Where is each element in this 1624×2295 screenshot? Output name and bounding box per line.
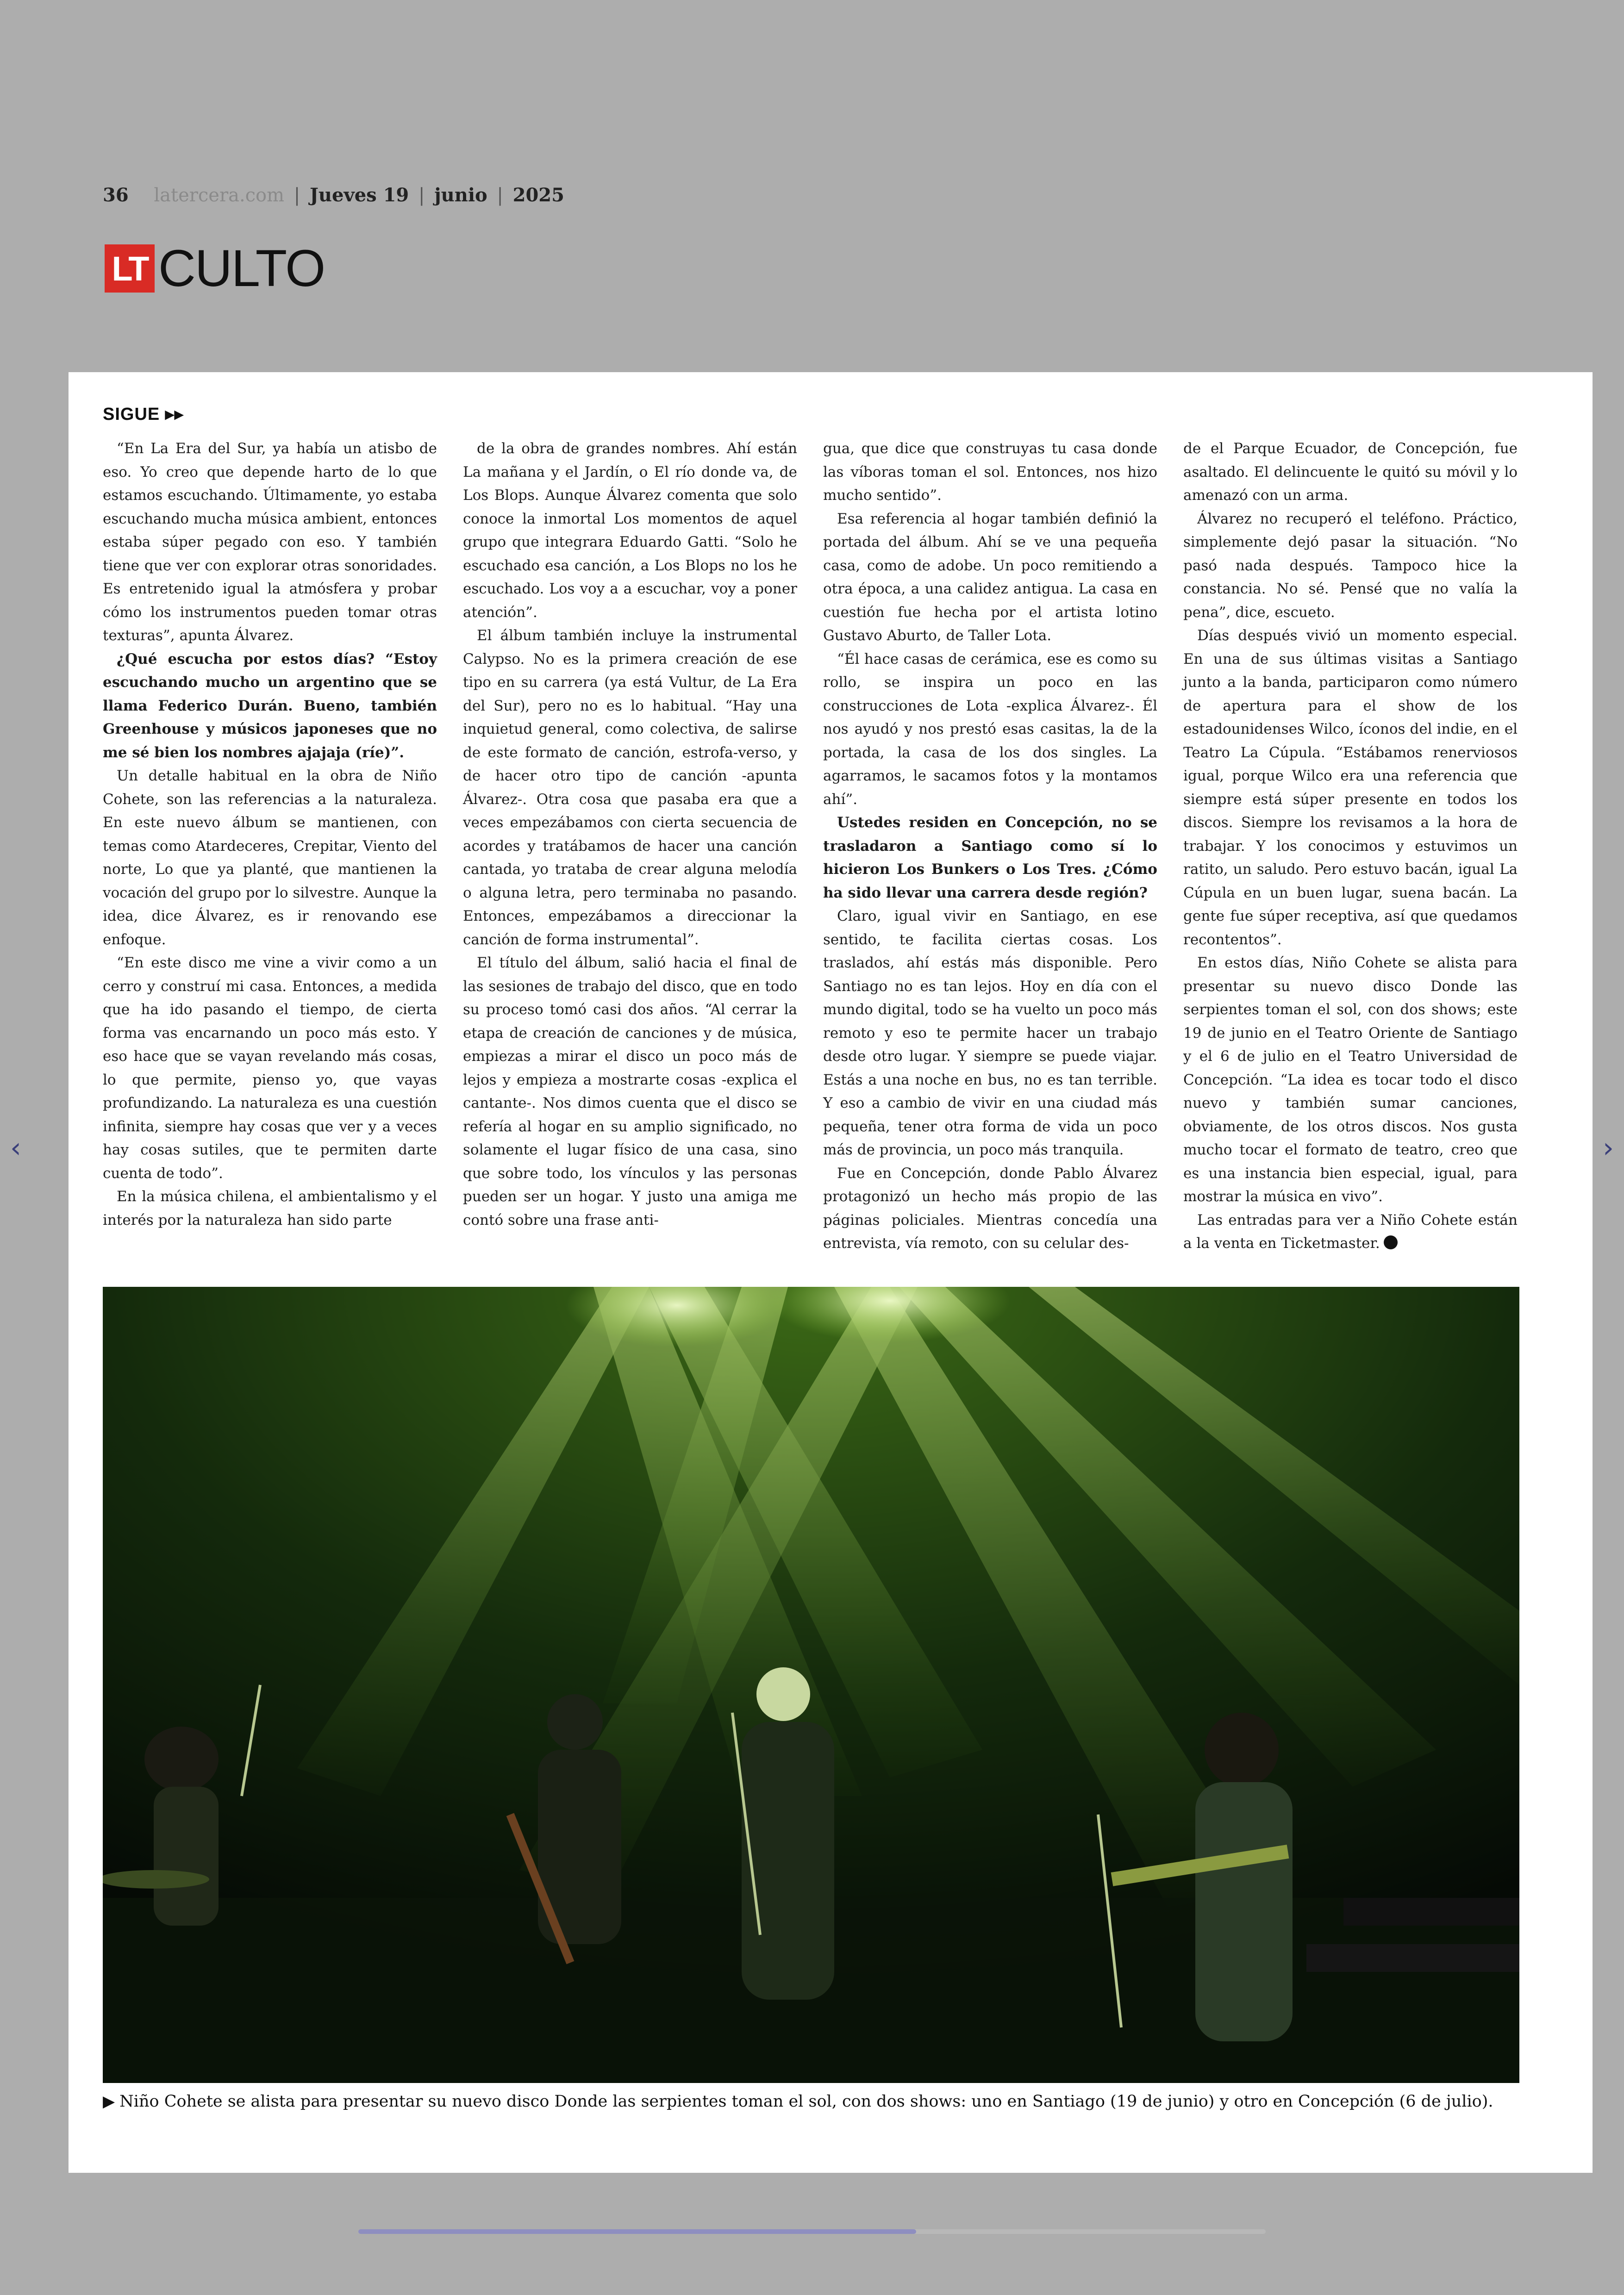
date-month: junio xyxy=(434,184,487,206)
section-title: CULTO xyxy=(158,239,325,297)
article-paragraph: El título del álbum, salió hacia el final de las sesiones de trabajo del disco, que en todo su proceso tomó casi dos años. “Al cerrar la etapa de creación de canciones y de música, empiezas a mirar el disco un poco más de lejos y empieza a mostrarte cosas -explica el cantante-. Nos dimos cuenta que el disco se refería al hogar en su amplio significado, no solamente el lugar físico de una casa, sino que sobre todo, los vínculos y las personas pueden ser un hogar. Y justo una amiga me contó sobre una frase anti- xyxy=(463,954,797,1229)
page-header xyxy=(103,184,564,206)
article-paragraph: Claro, igual vivir en Santiago, en ese sentido, te facilita ciertas cosas. Los traslados, ahí estás más disponible. Pero Santiago no es tan lejos. Hoy en día con el mundo digital, todo se ha vuelto un poco más remoto y eso te permite hacer un trabajo desde otro lugar. Y siempre se puede viajar. Estás a una noche en bus, no es tan terrible. Y eso a cambio de vivir en una ciudad más pequeña, tener otra forma de vida un poco más de provincia, un poco más tranquila. xyxy=(823,908,1157,1158)
concert-photo xyxy=(103,1287,1519,2083)
article-paragraph: “Él hace casas de cerámica, ese es como su rollo, se inspira un poco en las construcciones de Lota -explica Álvarez-. Él nos ayudó y nos prestó esas casitas, la de la portada, la casa de los dos singles. La agarramos, le sacamos fotos y la montamos ahí”. xyxy=(823,650,1157,808)
article-paragraph: ¿Qué escucha por estos días? “Estoy escuchando mucho un argentino que se llama Federico Durán. Bueno, también Greenhouse y músicos japoneses que no me sé bien los nombres ajajaja (ríe)”. xyxy=(103,650,437,761)
photo-caption xyxy=(103,2092,1523,2111)
article-paragraph: Días después vivió un momento especial. En una de sus últimas visitas a Santiago junto a la banda, participaron como número de apertura para el show de los estadounidenses Wilco, íconos del indie, en el Teatro La Cúpula. “Estábamos renerviosos igual, porque Wilco era una referencia que siempre está súper presente en todos los discos. Siempre los revisamos a la hora de trabajar. Y los conocimos y estuvimos un ratito, un saludo. Pero estuvo bacán, igual La Cúpula en un buen lugar, suena bacán. La gente fue súper receptiva, así que quedamos recontentos”. xyxy=(1183,627,1518,948)
concert-photo-illustration xyxy=(103,1287,1519,2083)
article-column xyxy=(823,437,1157,1255)
article-column xyxy=(463,437,797,1232)
article-page xyxy=(69,372,1593,2173)
article-paragraph: “En este disco me vine a vivir como a un cerro y construí mi casa. Entonces, a medida que ha ido pasando el tiempo, de cierta forma vas encarnando un poco más esto. Y eso hace que se vayan revelando más cosas, lo que permite, pienso yo, que vayas profundizando. La naturaleza es una cuestión infinita, siempre hay cosas que ver y a veces hay cosas sutiles, que te permiten darte cuenta de todo”. xyxy=(103,954,437,1182)
article-column xyxy=(1183,437,1518,1255)
article-paragraph: El álbum también incluye la instrumental Calypso. No es la primera creación de ese tipo en su carrera (ya está Vultur, de La Era del Sur), pero no es lo habitual. “Hay una inquietud general, como colectiva, de salirse de este formato de canción, estrofa-verso, y de hacer otro tipo de canción -apunta Álvarez-. Otra cosa que pasaba era que a veces empezábamos con cierta secuencia de acordes y tratábamos de hacer una canción cantada, yo trataba de crear alguna melodía o alguna letra, pero terminaba no pasando. Entonces, empezábamos a direccionar la canción de forma instrumental”. xyxy=(463,627,797,948)
site-name: latercera.com xyxy=(154,185,285,206)
reading-progress-bar[interactable] xyxy=(358,2229,1266,2234)
caption-text: Niño Cohete se alista para presentar su nuevo disco Donde las serpientes toman el sol, con dos shows: uno en Santiago (19 de junio) y otro en Concepción (6 de julio). xyxy=(119,2092,1493,2111)
article-column xyxy=(103,437,437,1232)
article-paragraph: Fue en Concepción, donde Pablo Álvarez protagonizó un hecho más propio de las páginas policiales. Mientras concedía una entrevista, vía remoto, con su celular des- xyxy=(823,1165,1157,1252)
article-paragraph: gua, que dice que construyas tu casa donde las víboras toman el sol. Entonces, nos hizo mucho sentido”. xyxy=(823,440,1157,504)
page-number: 36 xyxy=(103,184,129,206)
article-paragraph: Las entradas para ver a Niño Cohete están a la venta en Ticketmaster. xyxy=(1183,1211,1518,1252)
article-paragraph: “En La Era del Sur, ya había un atisbo de eso. Yo creo que depende harto de lo que estamos escuchando. Últimamente, yo estaba escuchando mucha música ambient, entonces estaba súper pegado con eso. Y también tiene que ver con explorar otras sonoridades. Es entretenido igual la atmósfera y probar cómo los instrumentos pueden tomar otras texturas”, apunta Álvarez. xyxy=(103,440,437,644)
article-paragraph: Álvarez no recuperó el teléfono. Práctico, simplemente dejó pasar la situación. “No pasó nada después. Tampoco hice la constancia. No sé. Pensé que no valía la pena”, dice, escueto. xyxy=(1183,510,1518,621)
article-paragraph: Ustedes residen en Concepción, no se trasladaron a Santiago como sí lo hicieron Los Bunkers o Los Tres. ¿Cómo ha sido llevar una carrera desde región? xyxy=(823,814,1157,901)
separator: | xyxy=(418,185,425,206)
next-page-button[interactable]: › xyxy=(1603,1132,1614,1164)
article-paragraph: En la música chilena, el ambientalismo y el interés por la naturaleza han sido parte xyxy=(103,1188,437,1229)
section-logo xyxy=(105,239,325,297)
article-paragraph: Un detalle habitual en la obra de Niño Cohete, son las referencias a la naturaleza. En este nuevo álbum se mantienen, con temas como Atardeceres, Crepitar, Viento del norte, Lo que ya planté, que mantienen la vocación del grupo por lo silvestre. Aunque la idea, dice Álvarez, es ir renovando ese enfoque. xyxy=(103,767,437,948)
article-paragraph: de la obra de grandes nombres. Ahí están La mañana y el Jardín, o El río donde va, de Los Blops. Aunque Álvarez comenta que solo conoce la inmortal Los momentos de aquel grupo que integrara Eduardo Gatti. “Solo he escuchado esa canción, a Los Blops no los he escuchado. Los voy a a escuchar, voy a poner atención”. xyxy=(463,440,797,621)
article-paragraph: Esa referencia al hogar también definió la portada del álbum. Ahí se ve una pequeña casa, como de adobe. Un poco remitiendo a otra época, a una calidez antigua. La casa en cuestión fue hecha por el artista lotino Gustavo Aburto, de Taller Lota. xyxy=(823,510,1157,644)
previous-page-button[interactable]: ‹ xyxy=(10,1132,21,1164)
separator: | xyxy=(294,185,300,206)
kicker: SIGUE ▸▸ xyxy=(103,405,184,424)
reading-progress-fill xyxy=(358,2229,916,2234)
end-mark-icon xyxy=(1384,1235,1398,1249)
article-paragraph: de el Parque Ecuador, de Concepción, fue asaltado. El delincuente le quitó su móvil y lo amenazó con un arma. xyxy=(1183,440,1518,504)
article-paragraph: En estos días, Niño Cohete se alista para presentar su nuevo disco Donde las serpientes toman el sol, con dos shows; este 19 de junio en el Teatro Oriente de Santiago y el 6 de julio en el Teatro Universidad de Concepción. “La idea es tocar todo el disco nuevo y también sumar canciones, obviamente, de los otros discos. Nos gusta mucho tocar el formato de teatro, creo que es una instancia bien especial, igual, para mostrar la música en vivo”. xyxy=(1183,954,1518,1205)
date-day: Jueves 19 xyxy=(310,184,409,206)
lt-logo: LT xyxy=(105,244,155,293)
date-year: 2025 xyxy=(512,184,564,206)
caption-arrow-icon: ▶ xyxy=(103,2092,115,2111)
separator: | xyxy=(497,185,503,206)
